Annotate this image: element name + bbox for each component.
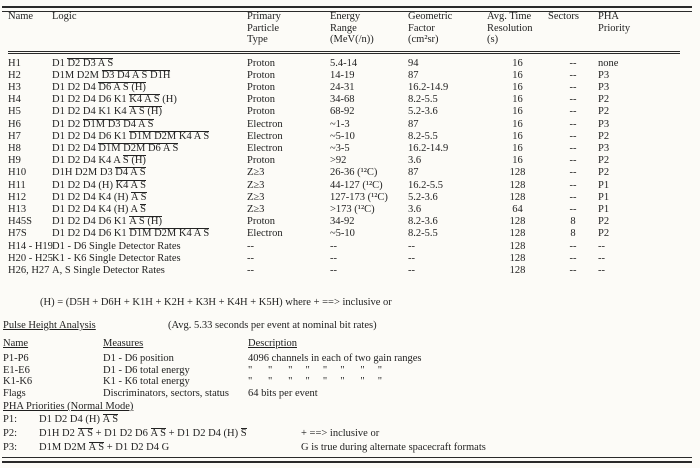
cell-sectors: -- <box>569 155 577 167</box>
cell-geom: 3.6 <box>408 155 422 167</box>
cell-sectors: -- <box>569 264 577 276</box>
cell-sectors: -- <box>569 57 577 69</box>
cell-logic: D1 D2 D4 D6 K1 K4 A S (H) <box>52 94 177 106</box>
negated-term: K4 A S <box>115 179 146 191</box>
negated-term: D6 A S (H) <box>98 81 146 93</box>
cell-sectors: -- <box>569 252 577 264</box>
cell-geom: 16.2-14.9 <box>408 81 449 93</box>
cell-energy: >92 <box>330 155 347 167</box>
cell-particle: Z≥3 <box>247 203 265 215</box>
header-line: Factor <box>408 22 435 34</box>
pha-cell-desc: 64 bits per event <box>248 387 318 399</box>
pha-cell-name: E1-E6 <box>3 364 30 376</box>
cell-geom: 87 <box>408 118 419 130</box>
cell-name: H10 <box>8 167 27 179</box>
cell-time: 16 <box>512 142 523 154</box>
cell-sectors: -- <box>569 106 577 118</box>
cell-logic: D1 D2 D4 D6 K1 D1M D2M K4 A S <box>52 130 210 142</box>
cell-time: 128 <box>509 167 526 179</box>
cell-logic: D1 D2 D4 K4 (H) A S <box>52 203 146 215</box>
cell-particle: Electron <box>247 118 283 130</box>
cell-time: 16 <box>512 106 523 118</box>
header-row <box>8 11 680 52</box>
cell-name: H5 <box>8 106 21 118</box>
cell-energy: 34-68 <box>330 94 355 106</box>
cell-particle: Electron <box>247 130 283 142</box>
table-row <box>8 228 680 240</box>
table-row <box>8 106 680 118</box>
cell-geom: 3.6 <box>408 203 422 215</box>
rates-table-header <box>8 11 680 52</box>
cell-energy: ~5-10 <box>330 130 355 142</box>
cell-name: H11 <box>8 179 26 191</box>
cell-energy: 34-92 <box>330 216 355 228</box>
pha-column-header: Measures <box>103 338 144 349</box>
cell-energy: ~3-5 <box>330 142 350 154</box>
pha-row <box>3 376 548 388</box>
cell-particle: Proton <box>247 155 276 167</box>
cell-particle: Proton <box>247 216 276 228</box>
cell-name: H7 <box>8 130 21 142</box>
cell-time: 16 <box>512 155 523 167</box>
negated-term: S <box>140 203 146 215</box>
table-row <box>8 216 680 228</box>
cell-particle: -- <box>247 240 254 252</box>
cell-name: H3 <box>8 81 21 93</box>
negated-term: D1M D2M K4 A S <box>129 130 210 142</box>
priority-label: P2: <box>3 428 18 439</box>
priority-row <box>3 428 697 442</box>
cell-particle: Proton <box>247 57 276 69</box>
negated-term: A S <box>77 428 93 439</box>
negated-term: K4 A S <box>129 94 160 106</box>
cell-time: 128 <box>509 264 526 276</box>
cell-energy: >173 (¹²C) <box>330 203 375 215</box>
cell-pha: P2 <box>598 106 610 118</box>
priority-note: G is true during alternate spacecraft formats <box>301 442 486 453</box>
pha-cell-measures: D1 - D6 total energy <box>103 364 190 376</box>
cell-sectors: -- <box>569 130 577 142</box>
cell-pha: P1 <box>598 179 610 191</box>
cell-time: 16 <box>512 94 523 106</box>
pha-cell-measures: K1 - K6 total energy <box>103 376 190 387</box>
cell-time: 16 <box>512 81 523 93</box>
cell-pha: P3 <box>598 118 610 130</box>
cell-geom: -- <box>408 240 415 252</box>
column-header-name <box>8 11 52 52</box>
negated-term: D1M D2M K4 A S <box>129 228 210 240</box>
cell-energy: ~5-10 <box>330 228 355 240</box>
cell-time: 128 <box>509 179 526 191</box>
column-header-logic <box>52 11 247 52</box>
cell-name: H7S <box>8 228 27 240</box>
cell-sectors: -- <box>569 94 577 106</box>
cell-geom: 5.2-3.6 <box>408 191 438 203</box>
cell-sectors: -- <box>569 118 577 130</box>
cell-name: H4 <box>8 94 21 106</box>
cell-logic: D1 - D6 Single Detector Rates <box>52 240 181 252</box>
cell-pha: -- <box>598 252 605 264</box>
cell-pha: none <box>598 57 619 69</box>
header-line: (cm²sr) <box>408 34 439 45</box>
header-line: Avg. Time <box>487 11 532 22</box>
header-line: Name <box>8 11 34 22</box>
header-line: Resolution <box>487 22 533 34</box>
negated-term: S (H) <box>122 155 146 167</box>
h-definition-footnote: (H) = (D5H + D6H + K1H + K2H + K3H + K4H + K5H) where + ==> inclusive or <box>40 297 392 308</box>
table-row <box>8 143 680 155</box>
priority-logic: D1H D2 A S + D1 D2 D6 A S + D1 D2 D4 (H) S <box>39 428 247 439</box>
cell-sectors: 8 <box>570 216 576 228</box>
pha-row <box>3 350 548 365</box>
cell-particle: Z≥3 <box>247 191 265 203</box>
cell-pha: P2 <box>598 216 610 228</box>
table-row <box>8 204 680 216</box>
cell-geom: 5.2-3.6 <box>408 106 438 118</box>
cell-geom: 8.2-5.5 <box>408 228 438 240</box>
cell-pha: P2 <box>598 155 610 167</box>
negated-term: D3 D4 A S D1H <box>101 69 171 81</box>
pha-column-header: Name <box>3 338 29 349</box>
cell-energy: 26-36 (¹²C) <box>330 167 378 179</box>
cell-geom: -- <box>408 252 415 264</box>
cell-pha: P1 <box>598 191 610 203</box>
pha-cell-name: Flags <box>3 387 26 399</box>
header-line: Sectors <box>548 11 579 22</box>
table-row <box>8 192 680 204</box>
cell-name: H14 - H19 <box>8 240 53 252</box>
pha-section-title: Pulse Height Analysis <box>3 320 96 331</box>
negated-term: D1M D3 D4 A S <box>82 118 154 130</box>
cell-pha: P2 <box>598 94 610 106</box>
cell-time: 16 <box>512 69 523 81</box>
negated-term: A S <box>102 414 119 425</box>
cell-logic: D1 D2 D4 D1M D2M D6 A S <box>52 142 179 154</box>
header-line: PHA <box>598 11 620 22</box>
cell-name: H8 <box>8 142 21 154</box>
pha-header-row <box>3 338 548 350</box>
header-line: Primary <box>247 11 281 22</box>
negated-term: A S (H) <box>129 216 162 228</box>
priority-label: P3: <box>3 442 18 453</box>
cell-name: H26, H27 <box>8 264 50 276</box>
cell-sectors: 8 <box>570 228 576 240</box>
cell-particle: Electron <box>247 228 283 240</box>
cell-sectors: -- <box>569 142 577 154</box>
negated-term: D2 D3 A S <box>67 57 114 69</box>
pha-cell-desc: 4096 channels in each of two gain ranges <box>248 353 422 364</box>
header-line: Particle <box>247 22 280 34</box>
cell-logic: D1 D2 D4 (H) K4 A S <box>52 179 146 191</box>
table-row <box>8 70 680 82</box>
cell-name: H20 - H25 <box>8 252 53 264</box>
cell-name: H45S <box>8 216 32 228</box>
pha-cell-desc: " " " " " " " " <box>248 364 383 376</box>
pha-cell-name: K1-K6 <box>3 376 33 387</box>
cell-particle: -- <box>247 252 254 264</box>
cell-logic: D1 D2 D4 D6 K1 D1M D2M K4 A S <box>52 228 210 240</box>
cell-sectors: -- <box>569 191 577 203</box>
pha-row <box>3 388 548 400</box>
negated-term: A S (H) <box>129 106 162 118</box>
cell-logic: D1 D2 D4 K1 K4 A S (H) <box>52 106 162 118</box>
cell-sectors: -- <box>569 203 577 215</box>
priority-label: P1: <box>3 414 18 425</box>
cell-name: H9 <box>8 155 21 167</box>
cell-time: 128 <box>509 228 526 240</box>
cell-particle: Proton <box>247 81 276 93</box>
negated-term: D1M D2M D6 A S <box>98 142 179 154</box>
column-header-particle <box>247 11 330 52</box>
priority-logic: D1M D2M A S + D1 D2 D4 G <box>39 442 170 453</box>
cell-geom: 87 <box>408 69 419 81</box>
header-line: Type <box>247 34 268 45</box>
cell-particle: Z≥3 <box>247 179 265 191</box>
pha-cell-name: P1-P6 <box>3 353 29 364</box>
cell-logic: D1 D2 D4 D6 K1 A S (H) <box>52 216 162 228</box>
cell-pha: P2 <box>598 130 610 142</box>
header-line: Geometric <box>408 11 453 22</box>
table-row <box>8 119 680 131</box>
cell-name: H2 <box>8 69 21 81</box>
table-row <box>8 167 680 179</box>
cell-time: 16 <box>512 130 523 142</box>
cell-geom: 8.2-5.5 <box>408 94 438 106</box>
cell-geom: 87 <box>408 167 419 179</box>
pha-cell-measures: D1 - D6 position <box>103 353 174 364</box>
table-row <box>8 155 680 167</box>
pha-cell-desc: " " " " " " " " <box>248 376 383 387</box>
pha-cell-measures: Discriminators, sectors, status <box>103 387 229 399</box>
header-line: (MeV(/n)) <box>330 34 374 45</box>
column-header-time <box>487 11 548 52</box>
negated-term: A S <box>150 428 166 439</box>
header-line: Priority <box>598 22 631 34</box>
cell-energy: -- <box>330 264 337 276</box>
negated-term: D4 A S <box>115 167 146 179</box>
cell-energy: 5.4-14 <box>330 57 358 69</box>
cell-energy: 44-127 (¹²C) <box>330 179 383 191</box>
pha-section-note: (Avg. 5.33 seconds per event at nominal bit rates) <box>168 320 377 331</box>
cell-time: 16 <box>512 118 523 130</box>
cell-pha: P3 <box>598 81 610 93</box>
cell-logic: D1H D2M D3 D4 A S <box>52 167 146 179</box>
cell-logic: D1 D2 D1M D3 D4 A S <box>52 118 154 130</box>
cell-geom: -- <box>408 264 415 276</box>
cell-particle: -- <box>247 264 254 276</box>
cell-geom: 16.2-5.5 <box>408 179 443 191</box>
cell-energy: -- <box>330 240 337 252</box>
cell-particle: Z≥3 <box>247 167 265 179</box>
cell-time: 128 <box>509 216 526 228</box>
cell-pha: P2 <box>598 228 610 240</box>
cell-geom: 16.2-14.9 <box>408 142 449 154</box>
priorities-title: PHA Priorities (Normal Mode) <box>3 401 134 412</box>
cell-name: H13 <box>8 203 27 215</box>
table-row <box>8 180 680 192</box>
cell-geom: 8.2-3.6 <box>408 216 438 228</box>
cell-pha: -- <box>598 264 605 276</box>
pulse-height-analysis-heading <box>0 320 700 334</box>
cell-particle: Proton <box>247 69 276 81</box>
negated-term: S <box>240 428 247 439</box>
pulse-height-analysis-table <box>3 338 548 399</box>
priority-row <box>3 442 697 456</box>
cell-energy: 127-173 (¹²C) <box>330 191 388 203</box>
header-line: Energy <box>330 11 361 22</box>
rates-table-body <box>8 52 680 277</box>
column-header-sectors <box>548 11 598 52</box>
priorities-list <box>3 414 697 456</box>
cell-time: 128 <box>509 252 526 264</box>
table-row <box>8 82 680 94</box>
cell-pha: P3 <box>598 69 610 81</box>
column-header-energy <box>330 11 408 52</box>
cell-geom: 94 <box>408 57 419 69</box>
table-row <box>8 131 680 143</box>
pha-row <box>3 365 548 377</box>
priority-note: + ==> inclusive or <box>301 428 380 439</box>
cell-name: H1 <box>8 57 21 69</box>
table-row <box>8 241 680 253</box>
cell-name: H6 <box>8 118 21 130</box>
cell-logic: D1 D2 D4 D6 A S (H) <box>52 81 146 93</box>
cell-logic: K1 - K6 Single Detector Rates <box>52 252 181 264</box>
cell-particle: Proton <box>247 106 276 118</box>
table-row <box>8 94 680 106</box>
cell-particle: Electron <box>247 142 283 154</box>
cell-sectors: -- <box>569 179 577 191</box>
pha-priorities-heading <box>0 401 700 415</box>
pha-column-header: Description <box>248 338 297 349</box>
priority-row <box>3 414 697 428</box>
bottom-rule <box>2 457 692 463</box>
cell-logic: D1 D2 D4 K4 A S (H) <box>52 155 146 167</box>
cell-sectors: -- <box>569 69 577 81</box>
cell-pha: P2 <box>598 167 610 179</box>
pha-table-body <box>3 350 548 399</box>
negated-term: A S <box>131 191 147 203</box>
cell-time: 64 <box>512 203 523 215</box>
cell-time: 128 <box>509 191 526 203</box>
rates-logic-table <box>8 11 680 277</box>
table-row <box>8 52 680 70</box>
cell-logic: D1 D2 D4 K4 (H) A S <box>52 191 147 203</box>
column-header-pha <box>598 11 680 52</box>
cell-geom: 8.2-5.5 <box>408 130 438 142</box>
cell-name: H12 <box>8 191 27 203</box>
negated-term: A S <box>88 442 105 453</box>
cell-time: 16 <box>512 57 523 69</box>
cell-logic: D1 D2 D3 A S <box>52 57 114 69</box>
cell-logic: D1M D2M D3 D4 A S D1H <box>52 69 171 81</box>
cell-sectors: -- <box>569 167 577 179</box>
column-header-geom <box>408 11 487 52</box>
header-line: Logic <box>52 11 77 22</box>
cell-energy: -- <box>330 252 337 264</box>
cell-energy: 14-19 <box>330 69 355 81</box>
header-line: (s) <box>487 34 499 45</box>
header-line: Range <box>330 22 357 34</box>
cell-logic: A, S Single Detector Rates <box>52 264 165 276</box>
table-row <box>8 265 680 277</box>
pha-table-header <box>3 338 548 350</box>
cell-pha: P3 <box>598 142 610 154</box>
cell-sectors: -- <box>569 240 577 252</box>
cell-energy: 24-31 <box>330 81 355 93</box>
cell-pha: -- <box>598 240 605 252</box>
cell-time: 128 <box>509 240 526 252</box>
cell-particle: Proton <box>247 94 276 106</box>
table-row <box>8 253 680 265</box>
priority-logic: D1 D2 D4 (H) A S <box>39 414 119 425</box>
cell-sectors: -- <box>569 81 577 93</box>
cell-energy: ~1-3 <box>330 118 350 130</box>
cell-energy: 68-92 <box>330 106 355 118</box>
cell-pha: P1 <box>598 203 610 215</box>
